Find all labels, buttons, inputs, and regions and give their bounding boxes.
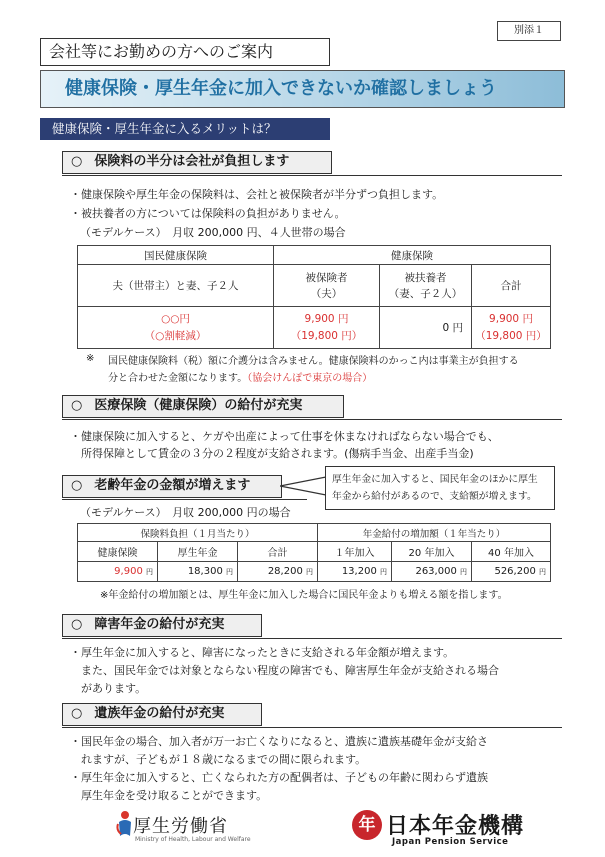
callout-pointer <box>280 476 328 496</box>
section-3-title <box>62 475 282 498</box>
insurance-premium-table <box>77 245 551 349</box>
section-3-title-text: 老齢年金の金額が増えます <box>94 478 251 493</box>
section-2-rule <box>62 419 562 420</box>
s4-line-2: また、国民年金では対象とならない程度の障害でも、障害厚生年金が支給される場合 <box>70 664 499 677</box>
mhlw-english: Ministry of Health, Labour and Welfare <box>135 836 251 843</box>
s5-line-2: れますが、子どもが１８歳になるまでの間に限られます。 <box>70 753 367 766</box>
s1-note-line-2 <box>108 370 372 387</box>
section-1-rule <box>62 175 562 176</box>
th-dependent-sub: （妻、子２人） <box>388 287 463 300</box>
insured-sub: （19,800 円） <box>290 329 363 342</box>
th-dependent <box>380 265 472 307</box>
val-premium-total: 28,200 円 <box>238 562 318 582</box>
s2-line-2: 所得保障として賃金の３分の２程度が支給されます。(傷病手当金、出産手当金) <box>70 447 474 460</box>
circle-mark: ○ <box>71 617 83 632</box>
section-4-title <box>62 614 262 637</box>
kokumin-sub: （○割軽減） <box>144 329 207 342</box>
circle-mark: ○ <box>71 398 83 413</box>
mhlw-name: 厚生労働省 <box>133 816 228 837</box>
section-4-rule <box>62 638 562 639</box>
intro-box: 会社等にお勤めの方へのご案内 <box>40 38 330 66</box>
th-insured-sub: （夫） <box>310 287 343 300</box>
s1-note-red: （協会けんぽで東京の場合） <box>247 373 373 384</box>
s1-line-2: ・被扶養者の方については保険料の負担がありません。 <box>70 207 346 220</box>
insured-value: 9,900 円 <box>304 312 349 325</box>
s5-line-4: 厚生年金を受け取ることができます。 <box>70 789 268 802</box>
section-2-title-text: 医療保険（健康保険）の給付が充実 <box>94 398 303 413</box>
callout-line-2: 年金から給付があるので、支給額が増えます。 <box>332 491 537 502</box>
th-increase: 年金給付の増加額（１年当たり） <box>318 524 551 542</box>
pension-table <box>77 523 551 582</box>
circle-mark: ○ <box>71 478 83 493</box>
section-5-title-text: 遺族年金の給付が充実 <box>94 706 225 721</box>
s1-model: （モデルケース） 月収 200,000 円、４人世帯の場合 <box>80 226 346 239</box>
th-insured <box>274 265 380 307</box>
attachment-label: 別添１ <box>497 21 561 41</box>
th-premium: 保険料負担（１月当たり） <box>78 524 318 542</box>
main-banner: 健康保険・厚生年金に加入できないか確認しましょう <box>40 70 565 108</box>
circle-mark: ○ <box>71 154 83 169</box>
th-insured-label: 被保険者 <box>305 271 348 284</box>
th-40y: 40 年加入 <box>472 542 551 562</box>
val-kosei: 18,300 円 <box>158 562 238 582</box>
jps-logo-icon: 年 <box>352 810 382 840</box>
circle-mark: ○ <box>71 706 83 721</box>
s1-note-mark: ※ <box>86 353 95 364</box>
s1-note-line-1: 国民健康保険料（税）額に介護分は含みません。健康保険料のかっこ内は事業主が負担する <box>108 356 519 367</box>
section-1-title-text: 保険料の半分は会社が負担します <box>94 154 290 169</box>
family-cell: 夫（世帯主）と妻、子２人 <box>78 265 274 307</box>
val-1y: 13,200 円 <box>318 562 392 582</box>
s2-line-1: ・健康保険に加入すると、ケガや出産によって仕事を休まなければならない場合でも、 <box>70 430 499 443</box>
callout-box <box>325 466 555 510</box>
s1-line-1: ・健康保険や厚生年金の保険料は、会社と被保険者が半分ずつ負担します。 <box>70 188 444 201</box>
val-20y: 263,000 円 <box>392 562 472 582</box>
val-kenko: 9,900 円 <box>78 562 158 582</box>
th-premium-total: 合計 <box>238 542 318 562</box>
section-5-title <box>62 703 262 726</box>
th-kosei-premium: 厚生年金 <box>158 542 238 562</box>
th-kokumin: 国民健康保険 <box>78 246 274 265</box>
th-kenko: 健康保険 <box>274 246 551 265</box>
dependent-value: 0 円 <box>380 307 472 349</box>
section-1-title <box>62 151 332 174</box>
s5-line-1: ・国民年金の場合、加入者が万一お亡くなりになると、遺族に遺族基礎年金が支給さ <box>70 735 488 748</box>
callout-line-1: 厚生年金に加入すると、国民年金のほかに厚生 <box>332 474 538 485</box>
s4-line-3: があります。 <box>70 682 147 695</box>
section-2-title <box>62 395 344 418</box>
th-dependent-label: 被扶養者 <box>404 271 447 284</box>
th-total: 合計 <box>472 265 551 307</box>
s3-model: （モデルケース） 月収 200,000 円の場合 <box>80 506 291 519</box>
kokumin-cell <box>78 307 274 349</box>
mhlw-logo-icon <box>116 810 134 838</box>
insured-cell <box>274 307 380 349</box>
s5-line-3: ・厚生年金に加入すると、亡くなられた方の配偶者は、子どもの年齢に関わらず遺族 <box>70 771 488 784</box>
s4-line-1: ・厚生年金に加入すると、障害になったときに支給される年金額が増えます。 <box>70 646 455 659</box>
section-3-rule <box>62 499 307 500</box>
total-value: 9,900 円 <box>489 312 533 325</box>
s3-note: ※年金給付の増加額とは、厚生年金に加入した場合に国民年金よりも増える額を指します。 <box>100 590 508 601</box>
th-kenko-premium: 健康保険 <box>78 542 158 562</box>
th-1y: １年加入 <box>318 542 392 562</box>
val-40y: 526,200 円 <box>472 562 551 582</box>
jps-english: Japan Pension Service <box>392 837 509 847</box>
total-cell <box>472 307 551 349</box>
merit-heading: 健康保険・厚生年金に入るメリットは？ <box>40 118 330 140</box>
s1-note-text: 分と合わせた金額になります。 <box>108 373 248 384</box>
total-sub: （19,800 円） <box>475 329 547 342</box>
kokumin-value: ○○円 <box>161 312 190 325</box>
section-4-title-text: 障害年金の給付が充実 <box>94 617 225 632</box>
jps-name: 日本年金機構 <box>386 814 525 839</box>
section-5-rule <box>62 727 562 728</box>
th-20y: 20 年加入 <box>392 542 472 562</box>
